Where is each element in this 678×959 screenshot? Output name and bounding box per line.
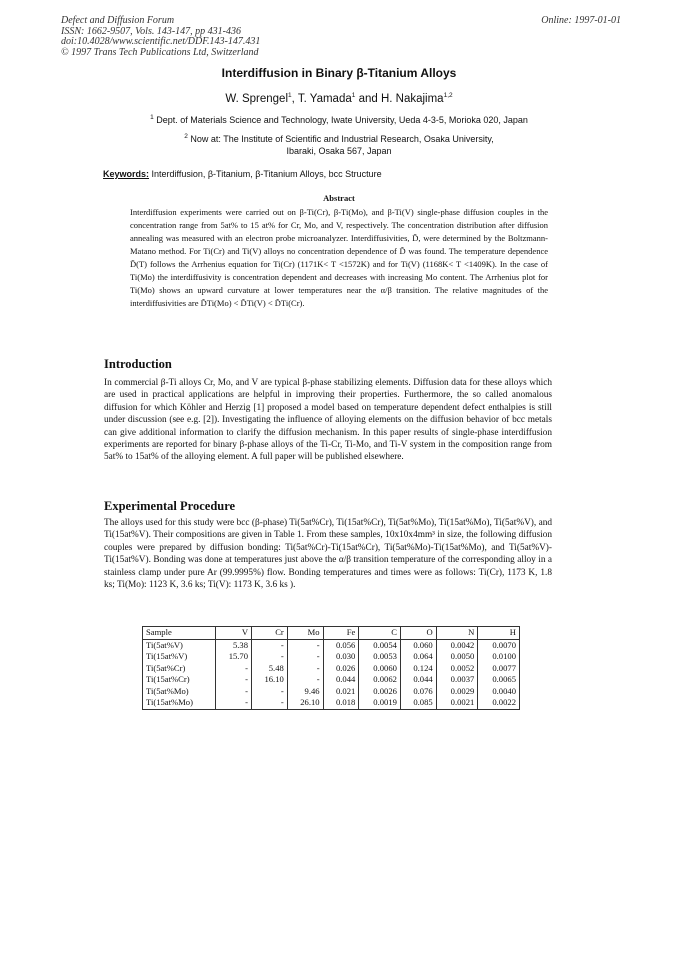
- table-value-cell: -: [216, 697, 252, 709]
- affiliation-marker: 1,2: [443, 92, 453, 100]
- table-value-cell: 0.060: [400, 639, 436, 651]
- table-value-cell: 0.0062: [359, 674, 401, 686]
- table-value-cell: 0.0070: [478, 639, 520, 651]
- table-value-cell: 0.064: [400, 651, 436, 663]
- table-value-cell: -: [287, 674, 323, 686]
- table-value-cell: 0.0037: [436, 674, 478, 686]
- experimental-heading: Experimental Procedure: [104, 499, 236, 513]
- table-sample-cell: Ti(5at%Mo): [143, 686, 216, 698]
- table-row: [143, 686, 520, 698]
- affiliation-text: Dept. of Materials Science and Technology, Iwate University, Ueda 4-3-5, Morioka 020, Japan: [153, 115, 528, 125]
- journal-header: [61, 16, 621, 58]
- table-row: [143, 663, 520, 675]
- affiliation-marker: 1: [150, 114, 154, 121]
- table-value-cell: 0.0050: [436, 651, 478, 663]
- table-value-cell: -: [287, 651, 323, 663]
- table-header-cell: N: [436, 627, 478, 640]
- table-value-cell: 5.38: [216, 639, 252, 651]
- table-header-cell: C: [359, 627, 401, 640]
- copyright-line: © 1997 Trans Tech Publications Ltd, Switzerland: [61, 46, 259, 58]
- table-value-cell: 0.0019: [359, 697, 401, 709]
- introduction-text: In commercial β-Ti alloys Cr, Mo, and V are typical β-phase stabilizing elements. Diffusion data for these alloys which are used in practical applications are helpful in improving their properties. Furthermore, the so called anomalous diffusion for which Köhler and Herzig [1] proposed a model based on temperature dependent defect enthalpies is still under discussion (see e.g. [2]). Investigating the influence of alloying elements on the diffusion behavior of bcc metals can give additional information to clarify the diffusion mechanism. In this paper results of single-phase interdiffusion experiments are reported for binary β-phase alloys of the Ti-Cr, Ti-Mo, and Ti-V system in the composition range from 5at% to 15at% of the alloying element. A full paper will be published elsewhere.: [104, 378, 552, 463]
- table-value-cell: -: [287, 639, 323, 651]
- doi-line[interactable]: doi:10.4028/www.scientific.net/DDF.143-147.431: [61, 36, 261, 47]
- table-value-cell: 0.0042: [436, 639, 478, 651]
- table-value-cell: -: [252, 686, 288, 698]
- table-value-cell: 9.46: [287, 686, 323, 698]
- table-value-cell: 0.0065: [478, 674, 520, 686]
- affiliation-1: [0, 114, 678, 126]
- table-row: [143, 674, 520, 686]
- author-name: , T. Yamada: [291, 93, 352, 105]
- table-value-cell: 0.0100: [478, 651, 520, 663]
- affiliation-marker: 1: [351, 92, 356, 100]
- table-value-cell: 0.056: [323, 639, 359, 651]
- table-value-cell: -: [252, 651, 288, 663]
- table-value-cell: 0.0021: [436, 697, 478, 709]
- table-value-cell: 0.026: [323, 663, 359, 675]
- author-name: W. Sprengel: [225, 93, 289, 105]
- table-row: [143, 639, 520, 651]
- table-value-cell: 16.10: [252, 674, 288, 686]
- keywords: [103, 169, 382, 179]
- table-header-cell: V: [216, 627, 252, 640]
- online-date: Online: 1997-01-01: [541, 15, 621, 26]
- table-value-cell: 0.085: [400, 697, 436, 709]
- paper-title: Interdiffusion in Binary β-Titanium Alloys: [221, 66, 457, 80]
- journal-name: Defect and Diffusion Forum: [61, 15, 175, 26]
- table-value-cell: -: [252, 639, 288, 651]
- table-header-cell: Fe: [323, 627, 359, 640]
- table-row: [143, 651, 520, 663]
- experimental-text: The alloys used for this study were bcc (β-phase) Ti(5at%Cr), Ti(15at%Cr), Ti(5at%Mo), Ti(15at%Mo), Ti(5at%V), and Ti(15at%V). Their compositions are given in Table 1. From these samples, 10x10x4mm³ in size, the following diffusion couples were prepared by diffusion bonding: Ti(5at%Cr)-Ti(15at%Cr), Ti(5at%Mo)-Ti(15at%Mo), and Ti(5at%V)-Ti(15at%V). Bonding was done at temperatures just above the α/β transition temperature of the corresponding alloy in a stainless clamp under pure Ar (99.9995%) flow. Bonding temperatures and times were as follows: Ti(Cr), 1173 K, 1.8 ks; Ti(Mo): 1123 K, 3.6 ks; Ti(V): 1173 K, 3.6 ks ).: [104, 518, 552, 591]
- table-value-cell: 26.10: [287, 697, 323, 709]
- table-sample-cell: Ti(15at%V): [143, 651, 216, 663]
- table-value-cell: 0.0054: [359, 639, 401, 651]
- table-value-cell: 5.48: [252, 663, 288, 675]
- table-value-cell: 0.124: [400, 663, 436, 675]
- table-sample-cell: Ti(5at%V): [143, 639, 216, 651]
- table-value-cell: 0.0029: [436, 686, 478, 698]
- table-row: [143, 697, 520, 709]
- affiliation-text: Now at: The Institute of Scientific and Industrial Research, Osaka University,: [187, 134, 494, 144]
- abstract-text: Interdiffusion experiments were carried out on β-Ti(Cr), β-Ti(Mo), and β-Ti(V) single-phase diffusion couples in the concentration range from 5at% to 15 at% for Cr, Mo, and V, respectively. The concentration distribution after diffusion annealing was measured with an electron probe microanalyzer. Interdiffusivities, D̃, were determined by the Boltzmann-Matano method. For Ti(Cr) and Ti(V) alloys no concentration dependence of D̃ was found. The temperature dependence D̃(T) follows the Arrhenius equation for Ti(Cr) (1171K< T <1572K) and for Ti(V) (1168K< T <1409K). In the case of Ti(Mo) the interdiffusivity is concentration dependent and decreases with increasing Mo content. The Arrhenius plot for Ti(Mo) shows an upward curvature at lower temperatures near the α/β transition. The relative magnitudes of the interdiffusivities are D̃Ti(Mo) < D̃Ti(V) < D̃Ti(Cr).: [130, 207, 548, 308]
- table-header-cell: O: [400, 627, 436, 640]
- table-sample-cell: Ti(15at%Mo): [143, 697, 216, 709]
- table-header-row: [143, 627, 520, 640]
- table-value-cell: -: [216, 663, 252, 675]
- table-header-cell: H: [478, 627, 520, 640]
- abstract-heading: Abstract: [323, 193, 355, 203]
- table-value-cell: -: [216, 686, 252, 698]
- table-value-cell: 0.044: [400, 674, 436, 686]
- table-value-cell: 0.044: [323, 674, 359, 686]
- table-sample-cell: Ti(15at%Cr): [143, 674, 216, 686]
- table-value-cell: 0.021: [323, 686, 359, 698]
- table-value-cell: -: [216, 674, 252, 686]
- table-value-cell: 0.0053: [359, 651, 401, 663]
- table-value-cell: -: [252, 697, 288, 709]
- table-value-cell: 0.018: [323, 697, 359, 709]
- table-value-cell: 0.0052: [436, 663, 478, 675]
- table-value-cell: 0.076: [400, 686, 436, 698]
- table-value-cell: 0.0022: [478, 697, 520, 709]
- table-sample-cell: Ti(5at%Cr): [143, 663, 216, 675]
- table-value-cell: -: [287, 663, 323, 675]
- keywords-text: Interdiffusion, β-Titanium, β-Titanium Alloys, bcc Structure: [149, 169, 382, 179]
- keywords-label: Keywords:: [103, 169, 150, 179]
- affiliation-marker: 1: [288, 92, 292, 100]
- table-value-cell: 0.0026: [359, 686, 401, 698]
- table-value-cell: 0.0060: [359, 663, 401, 675]
- author-line: [0, 93, 678, 105]
- table-value-cell: 0.0040: [478, 686, 520, 698]
- affiliation-marker: 2: [184, 133, 188, 140]
- table-value-cell: 15.70: [216, 651, 252, 663]
- table-header-cell: Mo: [287, 627, 323, 640]
- author-name: and H. Nakajima: [355, 93, 444, 105]
- table-header-cell: Sample: [143, 627, 216, 640]
- issn-line: ISSN: 1662-9507, Vols. 143-147, pp 431-436: [61, 25, 241, 37]
- table-header-cell: Cr: [252, 627, 288, 640]
- affiliation-text: Ibaraki, Osaka 567, Japan: [286, 146, 392, 156]
- introduction-heading: Introduction: [104, 357, 172, 371]
- composition-table: [142, 626, 520, 710]
- table-value-cell: 0.0077: [478, 663, 520, 675]
- affiliation-2: [0, 133, 678, 157]
- table-value-cell: 0.030: [323, 651, 359, 663]
